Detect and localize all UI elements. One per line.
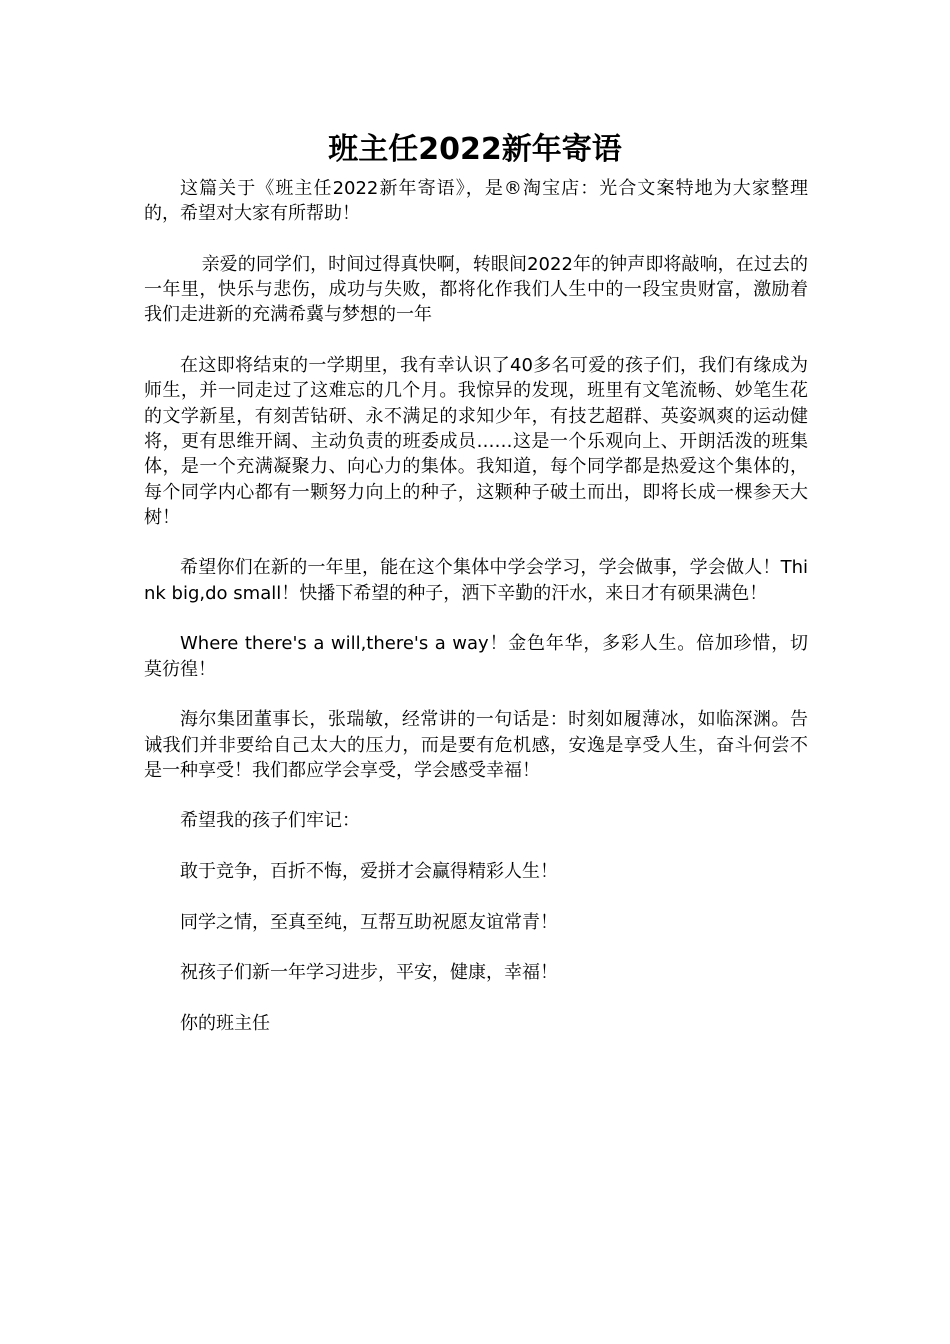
wish-line-2: 同学之情，至真至纯，互帮互助祝愿友谊常青！ — [180, 911, 558, 933]
motto-paragraph: Where there's a will,there's a way！金色年华，多彩人生。倍加珍惜，切莫彷徨！ — [144, 633, 808, 680]
intro-paragraph: 这篇关于《班主任2022新年寄语》，是®淘宝店：光合文案特地为大家整理的，希望对大家有所帮助！ — [144, 178, 808, 225]
remember-paragraph: 希望我的孩子们牢记： — [180, 810, 360, 832]
wish-line-3: 祝孩子们新一年学习进步，平安，健康，幸福！ — [180, 962, 558, 984]
document-body — [144, 176, 808, 1061]
greeting-paragraph: 亲爱的同学们，时间过得真快啊，转眼间2022年的钟声即将敲响，在过去的一年里，快乐与悲伤，成功与失败，都将化作我们人生中的一段宝贵财富，激励着我们走进新的充满希冀与梦想的一年 — [144, 253, 808, 326]
wish-line-1: 敢于竞争，百折不悔，爱拼才会赢得精彩人生！ — [180, 861, 558, 883]
signature-line: 你的班主任 — [180, 1012, 270, 1034]
quote-paragraph: 海尔集团董事长，张瑞敏，经常讲的一句话是：时刻如履薄冰，如临深渊。告诫我们并非要给自己太大的压力，而是要有危机感，安逸是享受人生，奋斗何尝不是一种享受！我们都应学会享受，学会感受幸福！ — [144, 709, 808, 781]
document-title: 班主任2022新年寄语 — [328, 132, 622, 167]
hope-paragraph: 希望你们在新的一年里，能在这个集体中学会学习，学会做事，学会做人！Think big,do small！快播下希望的种子，洒下辛勤的汗水，来日才有硕果满色！ — [144, 557, 808, 604]
semester-paragraph: 在这即将结束的一学期里，我有幸认识了40多名可爱的孩子们，我们有缘成为师生，并一同走过了这难忘的几个月。我惊异的发现，班里有文笔流畅、妙笔生花的文学新星，有刻苦钻研、永不满足的求知少年，有技艺超群、英姿飒爽的运动健将，更有思维开阔、主动负责的班委成员……这是一个乐观向上、开朗活泼的班集体，是一个充满凝聚力、向心力的集体。我知道，每个同学都是热爱这个集体的，每个同学内心都有一颗努力向上的种子，这颗种子破土而出，即将长成一棵参天大树！ — [144, 355, 808, 528]
